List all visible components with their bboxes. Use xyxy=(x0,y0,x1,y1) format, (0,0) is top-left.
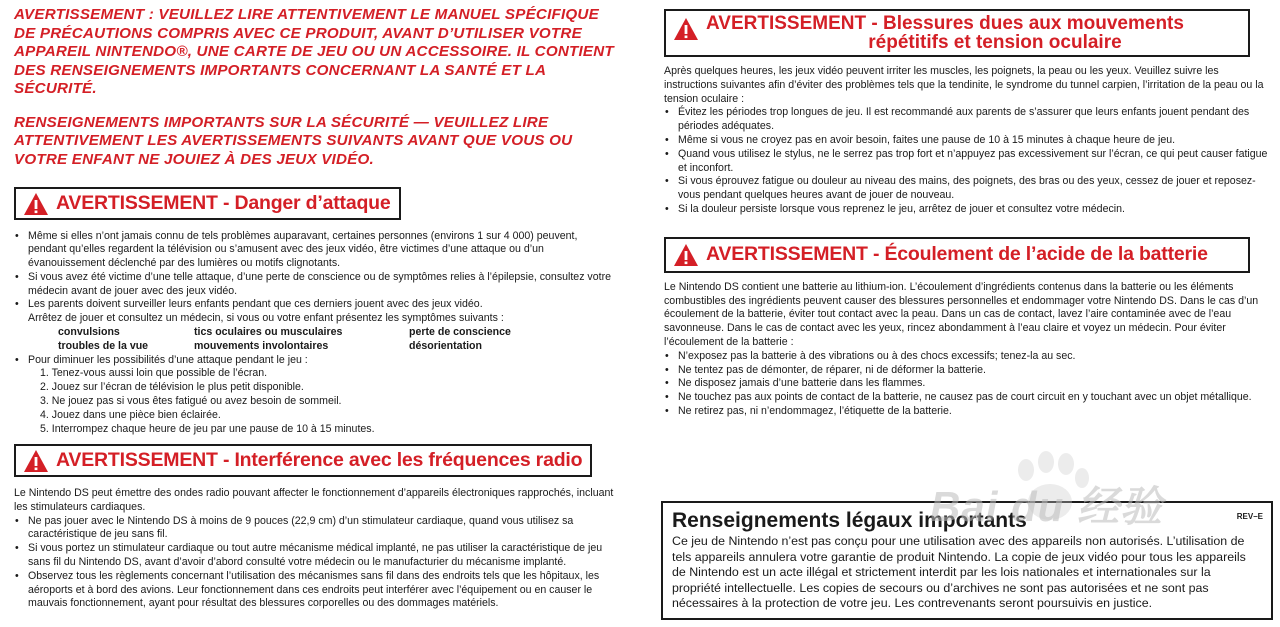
list-item: • Si vous éprouvez fatigue ou douleur au niveau des mains, des poignets, des bras ou des yeux, cessez de jouer et reposez-vous pendant quelques heures avant de jouer de nouveau. xyxy=(664,175,1268,203)
legal-title: Renseignements légaux importants xyxy=(672,509,1027,532)
strain-warning-header xyxy=(664,9,1250,57)
step-item: 2. Jouez sur l’écran de télévision le plus petit disponible. xyxy=(40,381,304,394)
seizure-warning-title: AVERTISSEMENT - Danger d’attaque xyxy=(56,192,391,214)
watermark-text: Bai du 经验 xyxy=(930,483,1164,530)
warning-triangle-icon xyxy=(23,192,49,216)
intro-safety: RENSEIGNEMENTS IMPORTANTS SUR LA SÉCURITÉ — VEUILLEZ LIRE ATTENTIVEMENT LES AVERTISSEMENTS SUIVANTS AVANT QUE VOUS OU VOTRE ENFANT NE JOUIEZ À DES JEUX VIDÉO. xyxy=(14,113,573,168)
battery-intro: Le Nintendo DS contient une batterie au lithium-ion. L’écoulement d’ingrédients contenus dans la batterie ou les éléments combustibles des ingrédients peuvent causer des blessures personnelles et endommager votre Nintendo DS. Dans le cas d’un écoulement de la batterie, éviter tout contact avec la peau. Dans un cas de contact, lavez l’aire contaminée avec de l’eau savonneuse. Dans le cas de contact avec les yeux, rincez abondamment à l’eau claire et voyez un médecin. Pour éviter l’écoulement de la batterie : xyxy=(664,280,1259,348)
symptoms-intro: Arrêtez de jouer et consultez un médecin, si vous ou votre enfant présentez les symptômes suivants : xyxy=(28,312,504,325)
battery-warning-header xyxy=(664,237,1250,273)
list-item: • Si la douleur persiste lorsque vous reprenez le jeu, arrêtez de jouer et consultez votre médecin. xyxy=(664,203,1268,217)
revision-label: REV–E xyxy=(1236,512,1263,521)
list-item: • Même si vous ne croyez pas en avoir besoin, faites une pause de 10 à 15 minutes à chaque heure de jeu. xyxy=(664,134,1268,148)
list-item: • Ne retirez pas, ni n’endommagez, l’étiquette de la batterie. xyxy=(664,405,1268,419)
battery-list xyxy=(664,350,1268,419)
radio-list xyxy=(14,515,614,612)
list-item: • Ne disposez jamais d’une batterie dans les flammes. xyxy=(664,377,1268,391)
list-item: • N’exposez pas la batterie à des vibrations ou à des chocs excessifs; tenez-la au sec. xyxy=(664,350,1268,364)
symptom: désorientation xyxy=(409,339,482,352)
strain-title-line2: répétitifs et tension oculaire xyxy=(868,32,1122,53)
radio-intro: Le Nintendo DS peut émettre des ondes radio pouvant affecter le fonctionnement d’appareils électroniques rapprochés, incluant les stimulateurs cardiaques. xyxy=(14,486,614,513)
symptom: perte de conscience xyxy=(409,326,511,339)
radio-warning-header xyxy=(14,444,592,477)
step-item: 1. Tenez-vous aussi loin que possible de l’écran. xyxy=(40,367,268,380)
legal-text: Ce jeu de Nintendo n’est pas conçu pour une utilisation avec des appareils non autorisés. L’utilisation de tels appareils annulera votre garantie de produit Nintendo. La copie de jeux vidéo pour tous les appareils de Nintendo est un acte illégal et strictement interdit par les lois nationales et internationales sur la propriété intellectuelle. Les copies de secours ou d’archives ne sont pas autorisées et ne sont pas nécessaires à la protection de votre jeu. Les contrevenants seront poursuivis en justice. xyxy=(672,534,1246,611)
strain-intro: Après quelques heures, les jeux vidéo peuvent irriter les muscles, les poignets, la peau ou les yeux. Veuillez suivre les instructions suivantes afin d’éviter des problèmes tels que la tendinite, le syndrome du tunnel carpien, l’irritation de la peau ou la tension oculaire : xyxy=(664,65,1264,105)
intro-warning: AVERTISSEMENT : VEUILLEZ LIRE ATTENTIVEMENT LE MANUEL SPÉCIFIQUE DE PRÉCAUTIONS COMPRIS AVEC CE PRODUIT, AVANT D’UTILISER VOTRE APPAREIL NINTENDO®, UNE CARTE DE JEU OU UN ACCESSOIRE. IL CONTIENT DES RENSEIGNEMENTS IMPORTANTS CONCERNANT LA SANTÉ ET LA SÉCURITÉ. xyxy=(14,6,614,97)
seizure-steps xyxy=(14,367,614,436)
seizure-list xyxy=(14,230,614,327)
list-item: • Même si elles n’ont jamais connu de tels problèmes auparavant, certaines personnes (environs 1 sur 4 000) peuvent, pendant qu’elles regardent la télévision ou s’amusent avec des jeux vidéo, être victimes d’une attaque ou d’un évanouissement déclenché par des lumières ou motifs clignotants. xyxy=(14,230,614,271)
warning-triangle-icon xyxy=(673,243,699,267)
right-column xyxy=(664,9,1268,419)
warning-triangle-icon xyxy=(673,17,699,41)
list-item: • Ne touchez pas aux points de contact de la batterie, ne causez pas de court circuit en y touchant avec un objet métallique. xyxy=(664,391,1268,405)
seizure-list-2 xyxy=(14,354,614,368)
strain-warning-title xyxy=(706,14,1184,52)
radio-warning-title: AVERTISSEMENT - Interférence avec les fréquences radio xyxy=(56,449,583,472)
battery-warning-title: AVERTISSEMENT - Écoulement de l’acide de la batterie xyxy=(706,243,1208,266)
strain-title-line1: AVERTISSEMENT - Blessures dues aux mouvements xyxy=(706,13,1184,34)
list-item: • Ne pas jouer avec le Nintendo DS à moins de 9 pouces (22,9 cm) d’un stimulateur cardiaque, quand vous utilisez sa caractéristique de jeu sans fil. xyxy=(14,515,614,543)
list-item: • Évitez les périodes trop longues de jeu. Il est recommandé aux parents de s’assurer que leurs enfants jouent pendant des périodes adéquates. xyxy=(664,106,1268,134)
symptoms-grid xyxy=(14,326,614,354)
list-item: • Observez tous les règlements concernant l’utilisation des mécanismes sans fil dans des endroits tels que les hôpitaux, les aéroports et à bord des avions. Leur fonctionnement dans ces endroits peut interférer avec l’équipement ou en causer le mauvais fonctionnement, ayant pour résultat des blessures corporelles ou des dommages matériels. xyxy=(14,570,614,611)
list-item: • Si vous avez été victime d’une telle attaque, d’une perte de conscience ou de symptômes relies à l’épilepsie, consultez votre médecin avant de jouer avec des jeux vidéo. xyxy=(14,271,614,299)
step-item: 5. Interrompez chaque heure de jeu par une pause de 10 à 15 minutes. xyxy=(40,422,375,435)
seizure-warning-header xyxy=(14,187,401,220)
list-item xyxy=(14,298,614,326)
list-item: • Pour diminuer les possibilités d’une attaque pendant le jeu : xyxy=(14,354,614,368)
symptom: mouvements involontaires xyxy=(194,339,329,352)
symptom: tics oculaires ou musculaires xyxy=(194,326,343,339)
left-column xyxy=(14,6,614,611)
symptom: troubles de la vue xyxy=(58,339,149,352)
parents-text: Les parents doivent surveiller leurs enfants pendant que ces derniers jouent avec des jeux vidéo. xyxy=(28,298,483,311)
warning-triangle-icon xyxy=(23,449,49,473)
list-item: • Quand vous utilisez le stylus, ne le serrez pas trop fort et n’appuyez pas excessivement sur l’écran, ce qui peut causer fatigue et inconfort. xyxy=(664,148,1268,176)
step-item: 3. Ne jouez pas si vous êtes fatigué ou avez besoin de sommeil. xyxy=(40,395,342,408)
list-item: • Si vous portez un stimulateur cardiaque ou tout autre mécanisme médical implanté, ne pas utiliser la caractéristique de jeu sans fil du Nintendo DS, avant d’avoir d’abord consulté votre médecin ou le manufacturier du mécanisme implanté. xyxy=(14,542,614,570)
list-item: • Ne tentez pas de démonter, de réparer, ni de déformer la batterie. xyxy=(664,364,1268,378)
step-item: 4. Jouez dans une pièce bien éclairée. xyxy=(40,408,221,421)
strain-list xyxy=(664,106,1268,216)
symptom: convulsions xyxy=(58,326,120,339)
